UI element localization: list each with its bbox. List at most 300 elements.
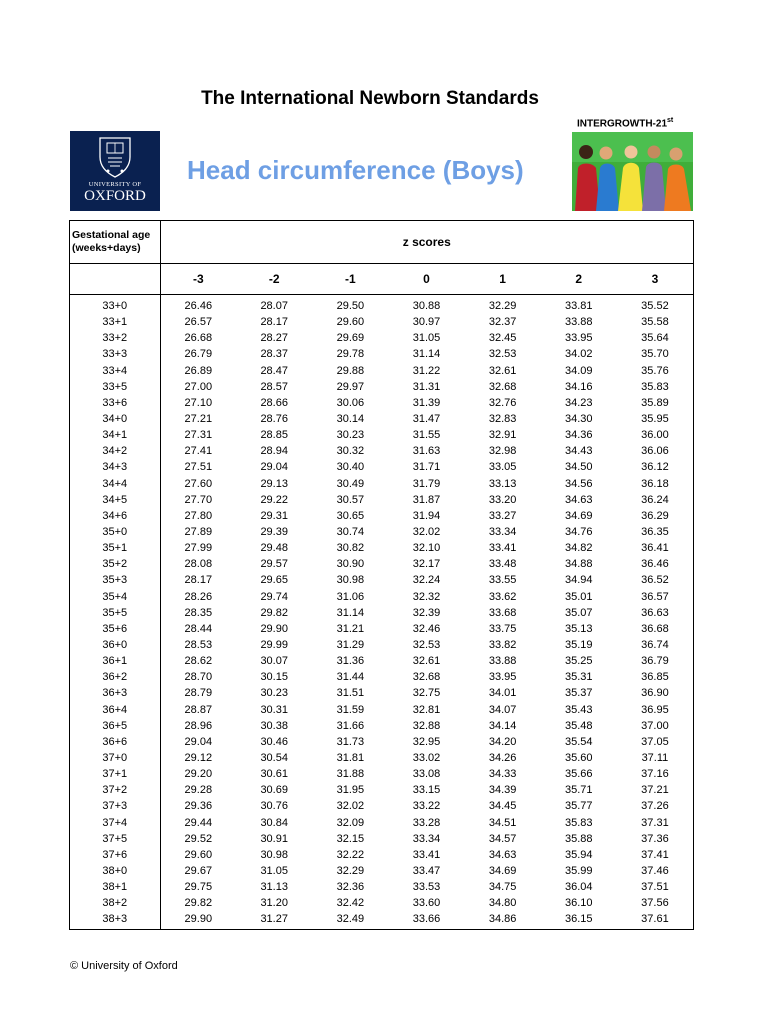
z-value-cell: 35.43 (565, 703, 593, 716)
oxford-crest-icon (97, 135, 133, 179)
gestational-age-cell: 37+5 (70, 831, 160, 847)
gestational-age-cell: 38+0 (70, 863, 160, 879)
z-value-cell: 34.63 (565, 493, 593, 506)
z-value-cell: 30.74 (336, 526, 365, 539)
z-value-cell: 34.07 (488, 703, 517, 716)
z-value-cell: 34.43 (565, 445, 593, 458)
z-value-cell: 32.53 (412, 639, 441, 652)
gestational-age-cell: 33+5 (70, 379, 160, 395)
z-value-cell: 29.39 (260, 526, 288, 539)
z-column-header: 1 (465, 264, 541, 295)
table-row (70, 847, 693, 863)
z-value-cell: 30.84 (260, 816, 288, 829)
z-value-cell: 34.02 (565, 348, 593, 361)
oxford-logo-line2: OXFORD (84, 188, 146, 204)
document-title: The International Newborn Standards (201, 88, 539, 109)
z-value-cell: 36.12 (641, 461, 669, 474)
z-value-cell: 32.75 (412, 687, 441, 700)
z-value-cell: 33.88 (488, 655, 517, 668)
z-value-cell: 36.18 (641, 477, 669, 490)
z-value-cell: 29.20 (184, 768, 213, 781)
z-value-cell: 31.81 (336, 752, 365, 764)
z-value-cell: 27.21 (184, 413, 213, 426)
z-value-cell: 36.52 (641, 574, 669, 587)
z-value-cell: 35.76 (641, 364, 669, 377)
z-value-cell: 27.00 (184, 380, 213, 393)
intergrowth-label-text: INTERGROWTH-21 (577, 118, 667, 130)
z-value-cell: 36.41 (641, 542, 669, 555)
z-value-cell: 33.27 (488, 509, 517, 522)
z-value-cell: 35.89 (641, 396, 669, 409)
z-value-cell: 34.45 (488, 800, 517, 813)
z-value-cell: 34.16 (565, 380, 593, 393)
gestational-age-header: Gestational age (weeks+days) (70, 221, 160, 264)
table-row (70, 669, 693, 685)
z-value-cell: 29.60 (184, 848, 213, 861)
z-value-cell: 30.69 (260, 784, 288, 797)
z-value-cell: 35.31 (565, 671, 593, 684)
gestational-age-cell: 35+6 (70, 621, 160, 637)
z-value-cell: 36.46 (641, 558, 669, 571)
z-value-cell: 26.46 (184, 300, 213, 313)
gestational-age-cell: 33+6 (70, 395, 160, 411)
gestational-age-cell: 38+1 (70, 879, 160, 895)
z-value-cell: 28.62 (184, 655, 213, 668)
z-value-cell: 33.75 (488, 622, 517, 635)
z-value-cell: 33.68 (488, 606, 517, 619)
z-value-cell: 31.87 (412, 493, 441, 506)
gestational-age-cell: 35+4 (70, 589, 160, 605)
table-row (70, 540, 693, 556)
z-value-cell: 29.82 (184, 897, 213, 910)
z-value-cell: 29.90 (260, 622, 288, 635)
z-value-cell: 33.66 (412, 913, 441, 926)
table-row (70, 782, 693, 798)
z-value-cell: 29.52 (184, 832, 213, 845)
table-row (70, 911, 693, 929)
z-value-cell: 34.80 (488, 897, 517, 910)
table-row (70, 605, 693, 621)
table-row (70, 653, 693, 669)
table-row (70, 443, 693, 459)
z-value-cell: 36.15 (565, 913, 593, 926)
z-value-cell: 27.41 (184, 445, 213, 458)
z-value-cell: 32.68 (488, 380, 517, 393)
z-value-cell: 30.15 (260, 671, 288, 684)
z-value-cell: 31.59 (336, 703, 365, 716)
table-row (70, 524, 693, 540)
table-row (70, 508, 693, 524)
z-value-cell: 37.00 (641, 719, 669, 732)
z-value-cell: 36.90 (641, 687, 669, 700)
z-value-cell: 32.22 (336, 848, 365, 861)
z-value-cell: 29.82 (260, 606, 288, 619)
z-value-cell: 29.44 (184, 816, 213, 829)
z-value-cell: 31.47 (412, 413, 441, 426)
z-value-cell: 28.79 (184, 687, 213, 700)
gestational-age-cell: 33+4 (70, 363, 160, 379)
z-value-cell: 35.99 (565, 864, 593, 877)
z-value-cell: 33.13 (488, 477, 517, 490)
gestational-age-cell: 36+6 (70, 734, 160, 750)
z-value-cell: 36.06 (641, 445, 669, 458)
z-value-cell: 34.82 (565, 542, 593, 555)
z-value-cell: 35.37 (565, 687, 593, 700)
z-value-cell: 36.00 (641, 429, 669, 442)
gestational-age-cell: 38+2 (70, 895, 160, 911)
z-value-cell: 33.60 (412, 897, 441, 910)
gestational-age-cell: 38+3 (70, 911, 160, 929)
gestational-age-cell: 33+3 (70, 346, 160, 362)
chart-subtitle: Head circumference (Boys) (187, 155, 524, 185)
z-value-cell: 30.91 (260, 832, 288, 845)
gestational-age-cell: 35+0 (70, 524, 160, 540)
z-value-cell: 36.79 (641, 655, 669, 668)
z-value-cell: 31.73 (336, 735, 365, 748)
z-value-cell: 28.87 (184, 703, 213, 716)
z-value-cell: 35.77 (565, 800, 593, 813)
table-row (70, 589, 693, 605)
z-value-cell: 35.60 (565, 752, 593, 764)
z-value-cell: 36.29 (641, 509, 669, 522)
z-value-cell: 28.17 (184, 574, 213, 587)
z-value-cell: 32.32 (412, 590, 441, 603)
z-value-cell: 29.48 (260, 542, 288, 555)
z-value-cell: 32.02 (412, 526, 441, 539)
z-value-cell: 33.20 (488, 493, 517, 506)
z-value-cell: 35.70 (641, 348, 669, 361)
gestational-age-cell: 34+3 (70, 459, 160, 475)
gestational-age-cell: 35+3 (70, 572, 160, 588)
z-value-cell: 35.83 (565, 816, 593, 829)
z-value-cell: 32.39 (412, 606, 441, 619)
z-value-cell: 35.71 (565, 784, 593, 797)
z-value-cell: 33.08 (412, 768, 441, 781)
z-value-cell: 35.01 (565, 590, 593, 603)
z-value-cell: 31.21 (336, 622, 365, 635)
z-value-cell: 34.69 (565, 509, 593, 522)
z-value-cell: 29.97 (336, 380, 365, 393)
z-value-cell: 35.95 (641, 413, 669, 426)
z-value-cell: 33.02 (412, 752, 441, 764)
gestational-age-cell: 33+1 (70, 314, 160, 330)
table-row (70, 411, 693, 427)
z-value-cell: 31.66 (336, 719, 365, 732)
z-value-cell: 32.10 (412, 542, 441, 555)
zscore-table (70, 221, 693, 929)
z-value-cell: 30.46 (260, 735, 288, 748)
table-row (70, 295, 693, 315)
oxford-logo-line1: UNIVERSITY OF (88, 181, 142, 188)
z-value-cell: 32.53 (488, 348, 517, 361)
z-column-header: -1 (312, 264, 388, 295)
z-value-cell: 28.66 (260, 396, 288, 409)
z-value-cell: 36.04 (565, 881, 593, 894)
z-value-cell: 29.13 (260, 477, 288, 490)
z-value-cell: 33.81 (565, 300, 593, 313)
z-value-cell: 36.10 (565, 897, 593, 910)
gestational-age-cell: 37+3 (70, 798, 160, 814)
z-value-cell: 29.04 (260, 461, 288, 474)
z-value-cell: 32.61 (412, 655, 441, 668)
z-value-cell: 31.31 (412, 380, 441, 393)
z-value-cell: 29.12 (184, 752, 213, 764)
z-value-cell: 32.29 (488, 300, 517, 313)
z-value-cell: 27.10 (184, 396, 213, 409)
z-value-cell: 35.94 (565, 848, 593, 861)
table-row (70, 346, 693, 362)
gestational-age-cell: 34+5 (70, 492, 160, 508)
z-value-cell: 31.29 (336, 639, 365, 652)
z-value-cell: 29.69 (336, 332, 365, 345)
table-row (70, 379, 693, 395)
z-value-cell: 30.76 (260, 800, 288, 813)
z-value-cell: 32.95 (412, 735, 441, 748)
z-value-cell: 32.02 (336, 800, 365, 813)
gestational-age-cell: 36+2 (70, 669, 160, 685)
z-value-cell: 30.40 (336, 461, 365, 474)
z-value-cell: 35.58 (641, 316, 669, 329)
z-value-cell: 30.54 (260, 752, 288, 764)
z-value-cell: 31.14 (336, 606, 365, 619)
z-value-cell: 26.57 (184, 316, 213, 329)
z-value-cell: 31.20 (260, 897, 288, 910)
z-value-cell: 28.37 (260, 348, 288, 361)
z-value-cell: 29.74 (260, 590, 288, 603)
z-value-cell: 28.85 (260, 429, 288, 442)
intergrowth-women-illustration (572, 132, 693, 211)
z-column-header: 0 (388, 264, 464, 295)
z-value-cell: 32.76 (488, 396, 517, 409)
gestational-age-cell: 37+2 (70, 782, 160, 798)
table-row (70, 492, 693, 508)
z-value-cell: 30.88 (412, 300, 441, 313)
z-value-cell: 37.31 (641, 816, 669, 829)
z-value-cell: 36.85 (641, 671, 669, 684)
z-value-cell: 29.04 (184, 735, 213, 748)
table-row (70, 831, 693, 847)
z-value-cell: 33.55 (488, 574, 517, 587)
table-row (70, 734, 693, 750)
z-value-cell: 33.28 (412, 816, 441, 829)
z-value-cell: 35.54 (565, 735, 593, 748)
z-value-cell: 33.48 (488, 558, 517, 571)
z-value-cell: 34.50 (565, 461, 593, 474)
table-row (70, 895, 693, 911)
z-value-cell: 29.28 (184, 784, 213, 797)
z-value-cell: 28.96 (184, 719, 213, 732)
z-value-cell: 28.08 (184, 558, 213, 571)
z-value-cell: 37.21 (641, 784, 669, 797)
z-value-cell: 37.51 (641, 881, 669, 894)
z-value-cell: 32.24 (412, 574, 441, 587)
z-value-cell: 35.52 (641, 300, 669, 313)
z-column-header: 2 (541, 264, 617, 295)
z-value-cell: 34.36 (565, 429, 593, 442)
gestational-age-cell: 36+1 (70, 653, 160, 669)
z-value-cell: 29.78 (336, 348, 365, 361)
z-value-cell: 36.57 (641, 590, 669, 603)
z-value-cell: 28.57 (260, 380, 288, 393)
table-header-row (70, 221, 693, 264)
z-value-cell: 34.30 (565, 413, 593, 426)
z-value-cell: 30.97 (412, 316, 441, 329)
z-value-cell: 32.17 (412, 558, 441, 571)
z-value-cell: 32.37 (488, 316, 517, 329)
z-value-cell: 35.25 (565, 655, 593, 668)
z-value-cell: 26.79 (184, 348, 213, 361)
copyright-notice: © University of Oxford (70, 960, 178, 972)
z-value-cell: 29.99 (260, 639, 288, 652)
z-value-cell: 32.83 (488, 413, 517, 426)
table-row (70, 427, 693, 443)
z-value-cell: 34.75 (488, 881, 517, 894)
z-value-cell: 31.22 (412, 364, 441, 377)
z-value-cell: 32.91 (488, 429, 517, 442)
table-row (70, 863, 693, 879)
z-value-cell: 29.50 (336, 300, 365, 313)
gestational-age-cell: 36+3 (70, 685, 160, 701)
gestational-age-cell: 34+4 (70, 476, 160, 492)
z-value-cell: 34.23 (565, 396, 593, 409)
z-value-cell: 28.35 (184, 606, 213, 619)
z-value-cell: 31.51 (336, 687, 365, 700)
table-row (70, 702, 693, 718)
z-column-header: -2 (236, 264, 312, 295)
table-row (70, 556, 693, 572)
z-value-cell: 33.41 (412, 848, 441, 861)
z-value-cell: 30.14 (336, 413, 365, 426)
z-value-cell: 30.38 (260, 719, 288, 732)
z-value-cell: 28.47 (260, 364, 288, 377)
z-value-cell: 33.34 (488, 526, 517, 539)
z-value-cell: 34.09 (565, 364, 593, 377)
z-value-cell: 35.19 (565, 639, 593, 652)
z-value-cell: 34.63 (488, 848, 517, 861)
table-row (70, 314, 693, 330)
z-value-cell: 35.07 (565, 606, 593, 619)
gestational-age-cell: 34+2 (70, 443, 160, 459)
z-value-cell: 33.05 (488, 461, 517, 474)
table-row (70, 750, 693, 766)
blank-header-cell (70, 264, 160, 295)
z-value-cell: 36.95 (641, 703, 669, 716)
z-value-cell: 30.90 (336, 558, 365, 571)
gestational-age-cell: 35+2 (70, 556, 160, 572)
z-value-cell: 32.49 (336, 913, 365, 926)
z-value-cell: 27.31 (184, 429, 213, 442)
z-value-cell: 32.81 (412, 703, 441, 716)
z-value-cell: 30.07 (260, 655, 288, 668)
z-value-cell: 27.51 (184, 461, 213, 474)
z-value-cell: 31.88 (336, 768, 365, 781)
z-value-cell: 34.33 (488, 768, 517, 781)
table-body (70, 295, 693, 930)
gestational-age-cell: 34+0 (70, 411, 160, 427)
z-value-cell: 29.67 (184, 864, 213, 877)
z-value-cell: 32.88 (412, 719, 441, 732)
z-columns-row (70, 264, 693, 295)
z-value-cell: 27.99 (184, 542, 213, 555)
z-value-cell: 33.88 (565, 316, 593, 329)
gestational-age-cell: 36+0 (70, 637, 160, 653)
z-value-cell: 28.27 (260, 332, 288, 345)
z-value-cell: 31.05 (260, 864, 288, 877)
z-value-cell: 35.83 (641, 380, 669, 393)
z-value-cell: 31.94 (412, 509, 441, 522)
gestational-age-cell: 34+1 (70, 427, 160, 443)
table-row (70, 476, 693, 492)
z-value-cell: 37.56 (641, 897, 669, 910)
gestational-age-cell: 37+4 (70, 815, 160, 831)
z-value-cell: 35.66 (565, 768, 593, 781)
z-value-cell: 31.13 (260, 881, 288, 894)
z-value-cell: 37.41 (641, 848, 669, 861)
z-value-cell: 30.82 (336, 542, 365, 555)
intergrowth-label-sup: st (667, 117, 674, 124)
z-value-cell: 31.36 (336, 655, 365, 668)
z-column-header: 3 (617, 264, 693, 295)
z-value-cell: 29.36 (184, 800, 213, 813)
z-value-cell: 37.61 (641, 913, 669, 926)
z-value-cell: 33.95 (565, 332, 593, 345)
z-value-cell: 37.05 (641, 735, 669, 748)
z-value-cell: 31.39 (412, 396, 441, 409)
gestational-age-cell: 34+6 (70, 508, 160, 524)
z-value-cell: 35.88 (565, 832, 593, 845)
table-row (70, 621, 693, 637)
gestational-age-cell: 36+4 (70, 702, 160, 718)
z-value-cell: 34.69 (488, 864, 517, 877)
z-scores-header: z scores (160, 221, 693, 264)
z-value-cell: 31.06 (336, 590, 365, 603)
table-row (70, 330, 693, 346)
z-value-cell: 31.79 (412, 477, 441, 490)
z-value-cell: 28.94 (260, 445, 288, 458)
z-value-cell: 34.94 (565, 574, 593, 587)
z-value-cell: 36.74 (641, 639, 669, 652)
z-value-cell: 33.82 (488, 639, 517, 652)
z-value-cell: 30.06 (336, 396, 365, 409)
z-value-cell: 26.68 (184, 332, 213, 345)
z-value-cell: 27.70 (184, 493, 213, 506)
z-value-cell: 29.65 (260, 574, 288, 587)
z-value-cell: 33.62 (488, 590, 517, 603)
z-value-cell: 34.14 (488, 719, 517, 732)
z-value-cell: 27.60 (184, 477, 213, 490)
z-value-cell: 32.15 (336, 832, 365, 845)
z-value-cell: 32.98 (488, 445, 517, 458)
z-value-cell: 37.26 (641, 800, 669, 813)
z-value-cell: 32.42 (336, 897, 365, 910)
z-value-cell: 32.68 (412, 671, 441, 684)
z-value-cell: 30.49 (336, 477, 365, 490)
z-value-cell: 28.53 (184, 639, 213, 652)
z-value-cell: 32.09 (336, 816, 365, 829)
z-value-cell: 30.57 (336, 493, 365, 506)
z-value-cell: 37.11 (641, 752, 669, 764)
z-value-cell: 30.31 (260, 703, 288, 716)
table-row (70, 798, 693, 814)
gestational-age-cell: 35+1 (70, 540, 160, 556)
z-value-cell: 36.63 (641, 606, 669, 619)
table-row (70, 459, 693, 475)
z-value-cell: 28.70 (184, 671, 213, 684)
z-value-cell: 35.13 (565, 622, 593, 635)
z-value-cell: 35.48 (565, 719, 593, 732)
z-value-cell: 31.14 (412, 348, 441, 361)
z-value-cell: 32.29 (336, 864, 365, 877)
